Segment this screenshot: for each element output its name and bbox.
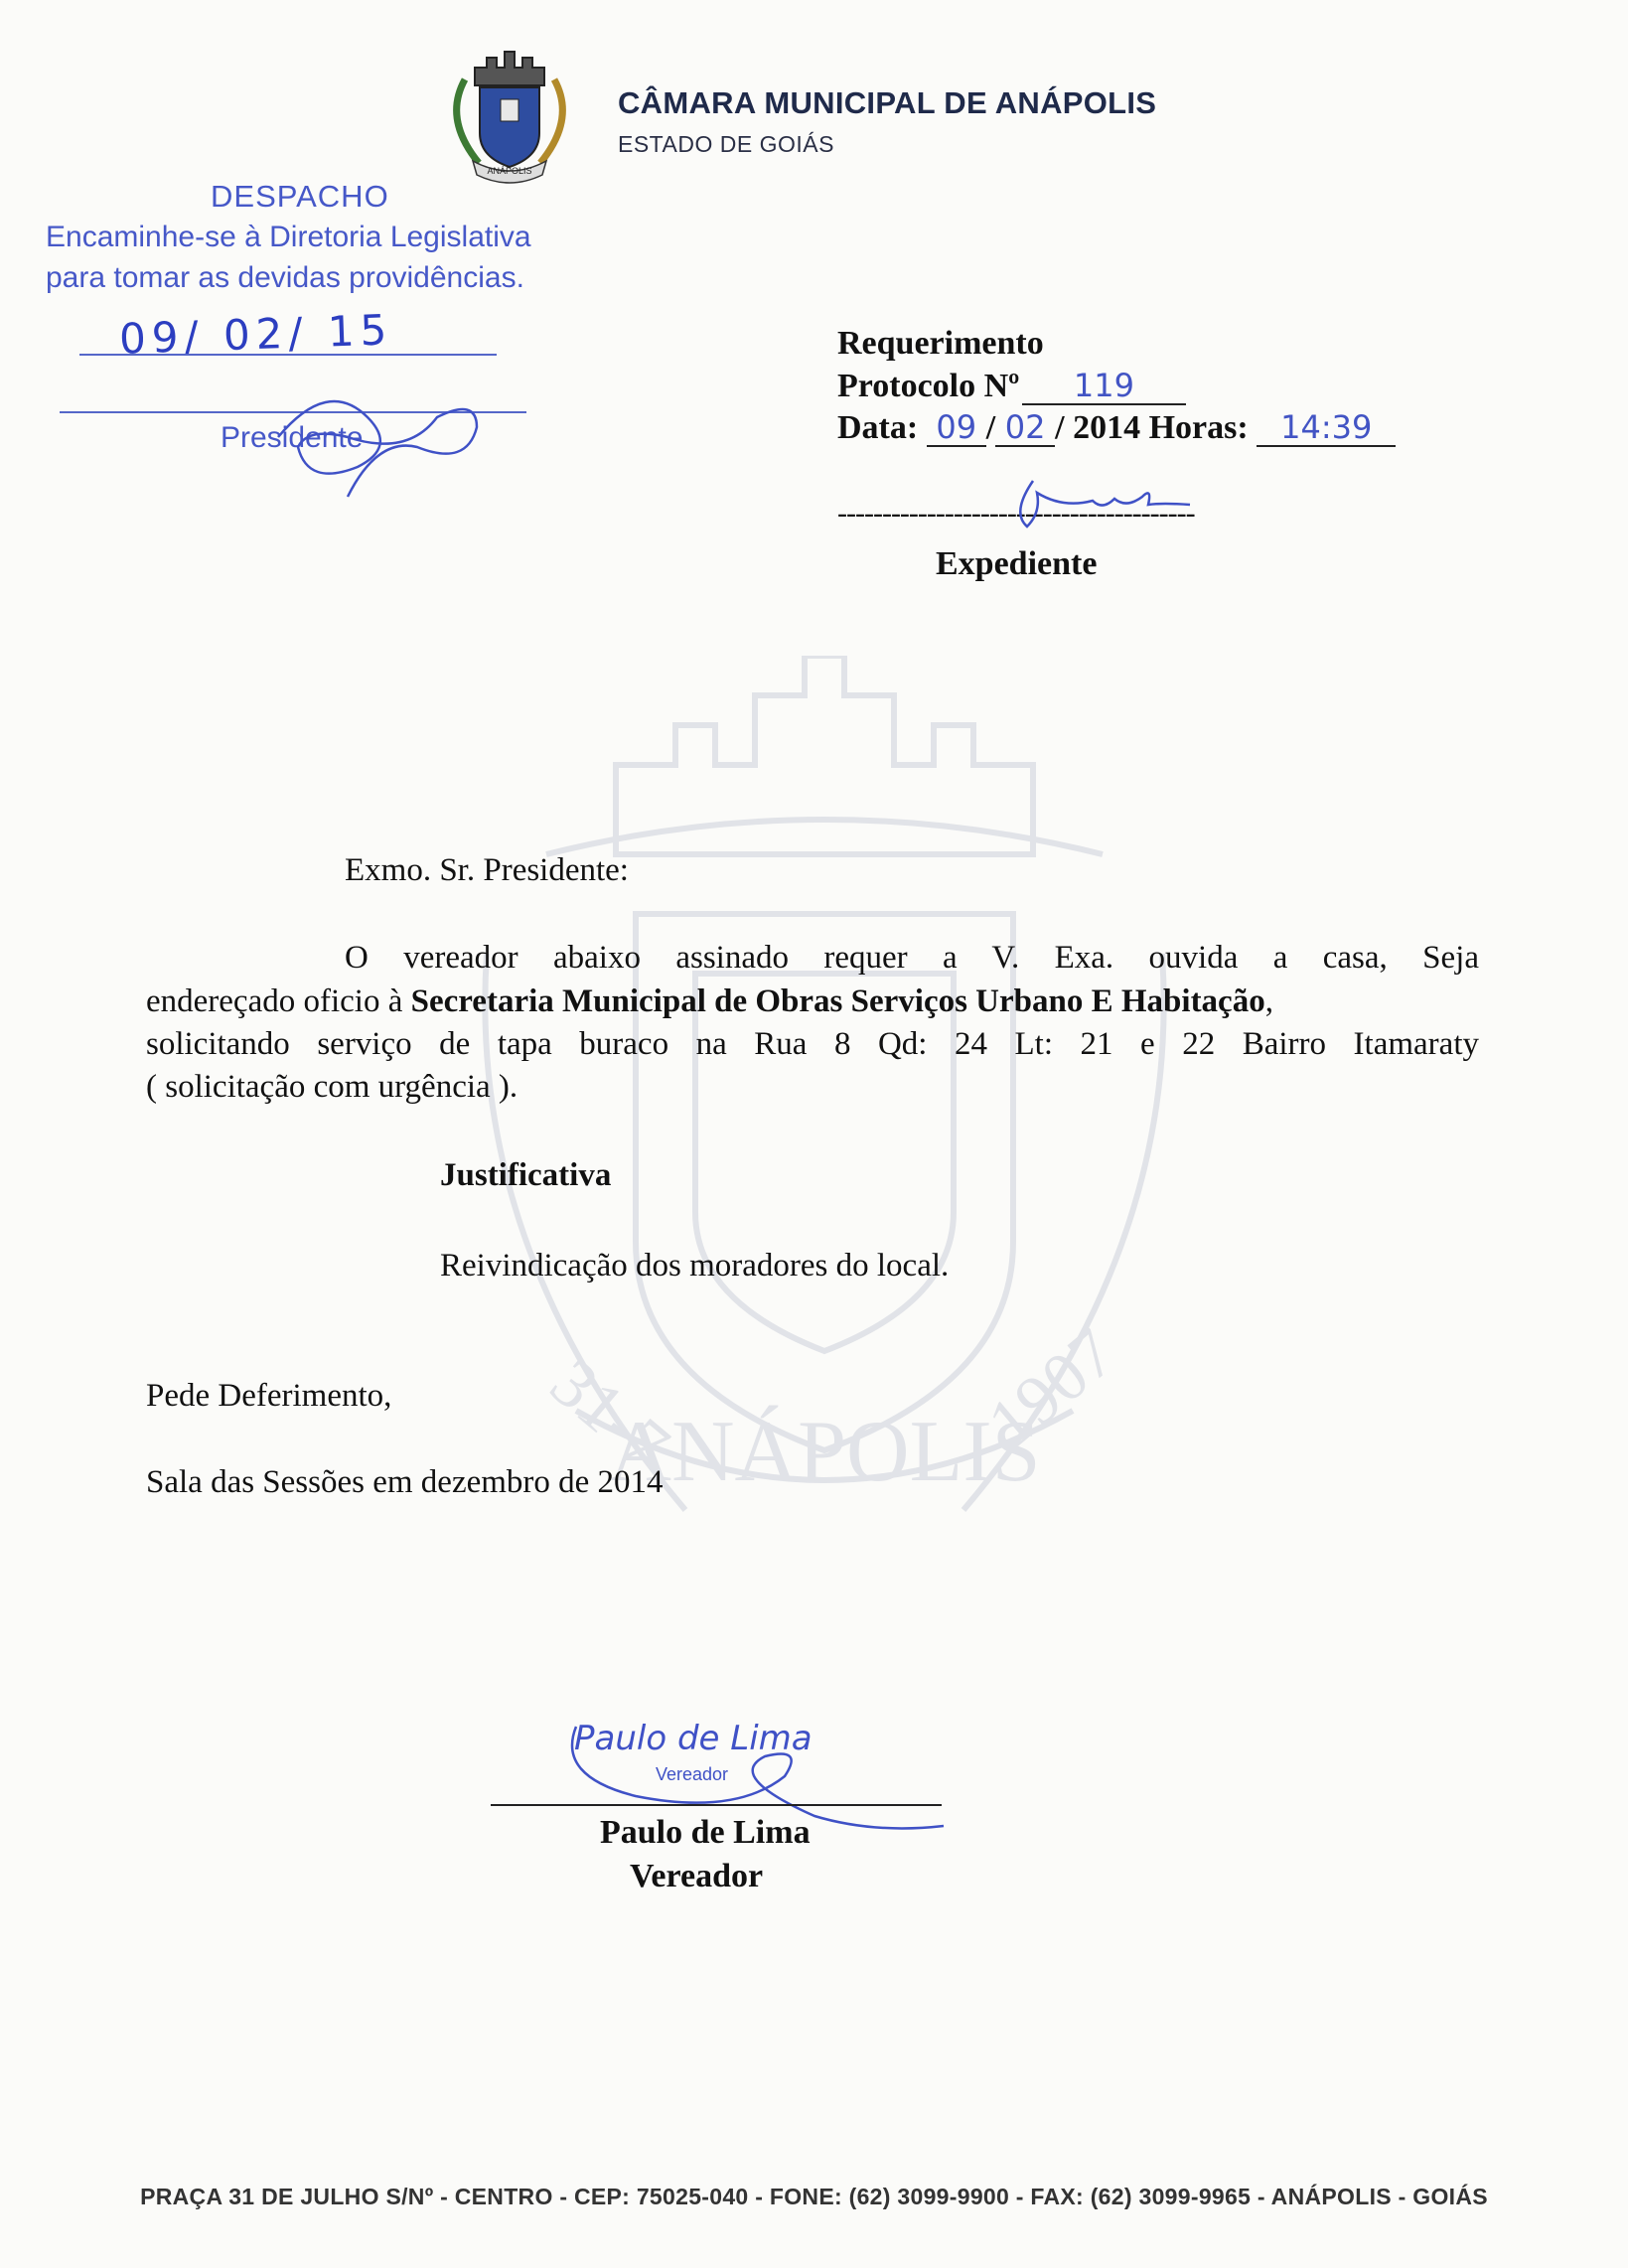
expediente-signature [1003, 473, 1202, 532]
paragraph-line-2 [146, 983, 1273, 1020]
date-month: 02 [995, 411, 1055, 447]
secretariat-name: Secretaria Municipal de Obras Serviços Urbano E Habitação [410, 983, 1265, 1019]
signature-stamp-role: Vereador [656, 1764, 729, 1784]
date-year: 2014 [1073, 409, 1141, 446]
paragraph-line-3: solicitando serviço de tapa buraco na Rua 8 Qd: 24 Lt: 21 e 22 Bairro Itamaraty [146, 1026, 1479, 1062]
watermark-city: ANÁPOLIS [608, 1404, 1041, 1500]
crest-banner-text: ANÁPOLIS [487, 166, 532, 176]
request-heading: Requerimento [837, 325, 1044, 362]
watermark-year-right: 1907 [973, 1314, 1130, 1463]
paragraph-line-2-post: , [1264, 983, 1273, 1019]
salutation: Exmo. Sr. Presidente: [345, 852, 629, 888]
hours-label: Horas: [1148, 409, 1249, 446]
protocol-number: 119 [1022, 370, 1186, 405]
date-line: Data: 09 / 02 / 2014 Horas: 14:39 [837, 409, 1396, 447]
signer-role: Vereador [630, 1858, 764, 1894]
institution-title: CÂMARA MUNICIPAL DE ANÁPOLIS [618, 85, 1157, 120]
stamp-signature-scribble [238, 358, 497, 507]
signature-stamp-name: Paulo de Lima [574, 1719, 813, 1758]
stamp-line-1: Encaminhe-se à Diretoria Legislativa [46, 221, 531, 253]
signature-line [491, 1804, 942, 1806]
place-date: Sala das Sessões em dezembro de 2014 [146, 1464, 664, 1500]
justificativa-text: Reivindicação dos moradores do local. [440, 1248, 950, 1284]
closing: Pede Deferimento, [146, 1378, 392, 1414]
date-label: Data: [837, 409, 919, 446]
watermark-year-left: 31-7 [535, 1344, 683, 1485]
stamp-date: 09/ 02/ 15 [118, 305, 394, 364]
crest-logo [435, 40, 584, 189]
signer-name: Paulo de Lima [600, 1814, 811, 1851]
paragraph-line-1: O vereador abaixo assinado requer a V. Exa. ouvida a casa, Seja [345, 940, 1479, 976]
institution-subtitle: ESTADO DE GOIÁS [618, 131, 834, 157]
stamp-date-line [79, 354, 497, 356]
stamp-title: DESPACHO [211, 179, 389, 214]
stamp-role: Presidente [221, 421, 364, 454]
protocol-line [837, 368, 1186, 405]
date-day: 09 [927, 411, 986, 447]
hours-value: 14:39 [1257, 411, 1396, 447]
stamp-line-2: para tomar as devidas providências. [46, 261, 524, 294]
dashes-left: ---------------- [837, 497, 980, 529]
paragraph-line-4: ( solicitação com urgência ). [146, 1069, 518, 1105]
protocol-label: Protocolo Nº [837, 368, 1020, 404]
expediente-label: Expediente [936, 545, 1098, 582]
footer-address: PRAÇA 31 DE JULHO S/Nº - CENTRO - CEP: 75025-040 - FONE: (62) 3099-9900 - FAX: (62) 3099-9965 - ANÁPOLIS - GOIÁS [140, 2184, 1488, 2209]
paragraph-line-2-pre: endereçado oficio à [146, 983, 403, 1019]
dashes-right: ------------------------ [979, 497, 1195, 529]
justificativa-title: Justificativa [440, 1157, 612, 1193]
